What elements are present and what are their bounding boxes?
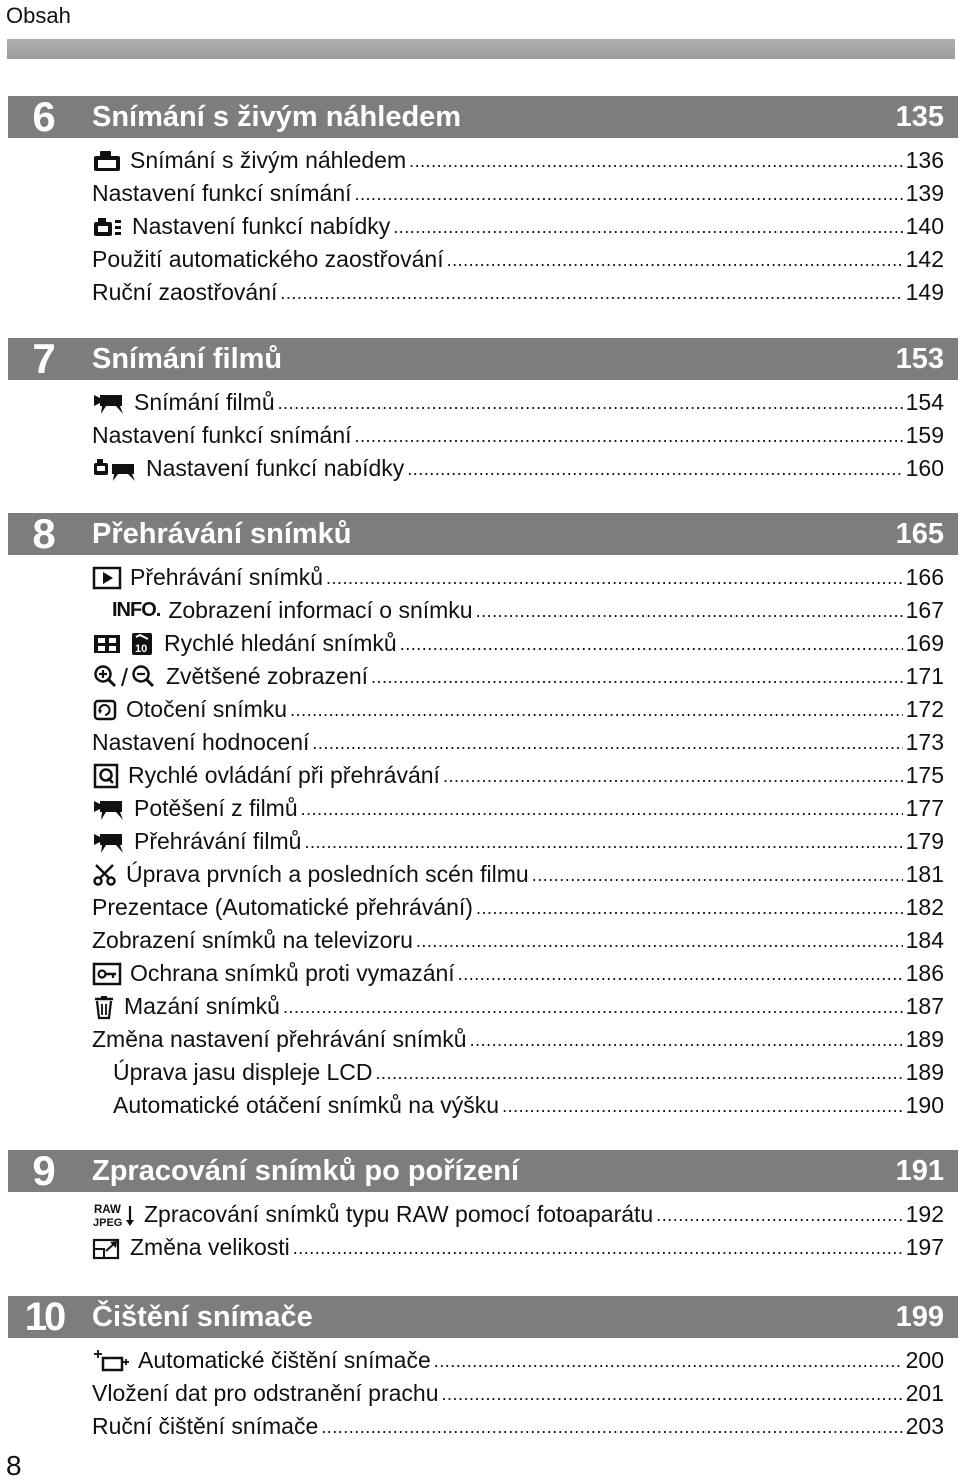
chapter-page-number: 165 — [895, 518, 944, 550]
entry-label: Ruční čištění snímače — [92, 1413, 319, 1439]
live-view-camera-icon — [92, 148, 122, 174]
svg-text:RAW: RAW — [94, 1203, 121, 1216]
entry-label: Otočení snímku — [126, 696, 288, 722]
dot-leader — [447, 247, 903, 273]
resize-icon — [92, 1235, 122, 1261]
chapter-page-number: 135 — [895, 101, 944, 133]
entry-label: Nastavení funkcí nabídky — [132, 213, 391, 239]
entry-page-number: 154 — [905, 389, 944, 415]
dot-leader — [470, 1027, 903, 1053]
dot-leader — [476, 895, 903, 921]
dot-leader — [321, 1414, 902, 1440]
entry-page-number: 177 — [905, 795, 944, 821]
dot-leader — [458, 961, 903, 987]
entry-label: Nastavení funkcí snímání — [92, 422, 352, 448]
entry-page-number: 140 — [905, 213, 944, 239]
entry-label: Přehrávání snímků — [130, 564, 324, 590]
entry-label: Mazání snímků — [124, 993, 280, 1019]
entry-page-number: 167 — [905, 597, 944, 623]
entry-label: Úprava jasu displeje LCD — [113, 1059, 373, 1085]
toc-entry[interactable] — [92, 891, 944, 924]
quick-control-icon — [92, 763, 120, 789]
dot-leader — [371, 664, 903, 690]
chapter-title: Zpracování snímků po pořízení — [92, 1155, 520, 1187]
chapter-header[interactable] — [8, 1147, 958, 1194]
dot-leader — [443, 763, 903, 789]
toc-entry[interactable] — [92, 825, 944, 858]
entry-page-number: 182 — [905, 894, 944, 920]
entry-label: Vložení dat pro odstranění prachu — [92, 1380, 439, 1406]
dot-leader — [393, 214, 902, 240]
movie-camera-icon — [92, 390, 126, 416]
entry-label: Rychlé ovládání při přehrávání — [128, 762, 440, 788]
entry-page-number: 175 — [905, 762, 944, 788]
toc-entry[interactable] — [92, 243, 944, 276]
entry-page-number: 173 — [905, 729, 944, 755]
dot-leader — [376, 1060, 903, 1086]
entry-label: Použití automatického zaostřování — [92, 246, 444, 272]
chapter-entries — [0, 144, 960, 309]
dot-leader — [290, 697, 903, 723]
chapter-number: 9 — [32, 1147, 56, 1194]
chapter-8 — [0, 510, 960, 1122]
chapter-header[interactable] — [8, 335, 958, 382]
toc-entry[interactable] — [92, 561, 944, 594]
toc-entry[interactable] — [92, 627, 944, 660]
svg-text:10: 10 — [135, 642, 148, 655]
toc-entry[interactable] — [92, 594, 944, 627]
entry-label: Ruční zaostřování — [92, 279, 278, 305]
entry-page-number: 142 — [905, 246, 944, 272]
toc-entry[interactable] — [92, 693, 944, 726]
dot-leader — [293, 1235, 903, 1261]
toc-entry[interactable] — [92, 1344, 944, 1377]
entry-page-number: 136 — [905, 147, 944, 173]
dot-leader — [442, 1381, 903, 1407]
info-icon: INFO. — [112, 599, 161, 621]
chapter-title: Čištění snímače — [92, 1301, 313, 1333]
chapter-number: 6 — [32, 93, 56, 140]
chapter-title: Snímání filmů — [92, 343, 283, 375]
toc-entry[interactable] — [92, 990, 944, 1023]
toc-entry[interactable] — [92, 924, 944, 957]
dot-leader — [355, 181, 903, 207]
toc-entry[interactable] — [92, 957, 944, 990]
entry-label: Změna nastavení přehrávání snímků — [92, 1026, 467, 1052]
chapter-page-number: 199 — [895, 1301, 944, 1333]
dot-leader — [656, 1202, 902, 1228]
chapter-number: 8 — [32, 510, 56, 557]
entry-page-number: 184 — [905, 927, 944, 953]
dot-leader — [434, 1348, 903, 1374]
play-icon — [92, 565, 122, 591]
chapter-entries — [0, 1198, 960, 1264]
entry-page-number: 190 — [905, 1092, 944, 1118]
movie-camera-icon — [92, 829, 126, 855]
section-label: Obsah — [6, 3, 71, 28]
dot-leader — [409, 148, 903, 174]
entry-label: Automatické čištění snímače — [138, 1347, 431, 1373]
chapter-6 — [0, 93, 960, 309]
toc-entry[interactable] — [92, 1198, 944, 1231]
entry-page-number: 139 — [905, 180, 944, 206]
entry-page-number: 197 — [905, 1234, 944, 1260]
dot-leader — [400, 631, 903, 657]
chapter-7 — [0, 335, 960, 485]
movie-menu-icon — [92, 456, 138, 482]
trash-icon — [92, 994, 116, 1020]
toc-subentry[interactable] — [113, 1089, 944, 1122]
entry-page-number: 171 — [905, 663, 944, 689]
toc-entry[interactable] — [92, 1410, 944, 1443]
chapter-entries — [0, 561, 960, 1122]
toc-entry[interactable] — [92, 1023, 944, 1056]
chapter-entries — [0, 386, 960, 485]
index-jump-icon — [92, 631, 156, 657]
page-number: 8 — [6, 1450, 22, 1481]
entry-page-number: 200 — [905, 1347, 944, 1373]
chapter-9 — [0, 1147, 960, 1264]
entry-page-number: 201 — [905, 1380, 944, 1406]
entry-label: Prezentace (Automatické přehrávání) — [92, 894, 473, 920]
chapter-entries — [0, 1344, 960, 1443]
dot-leader — [532, 862, 903, 888]
entry-page-number: 181 — [905, 861, 944, 887]
chapter-title: Přehrávání snímků — [92, 518, 352, 550]
entry-label: Snímání filmů — [134, 389, 275, 415]
entry-label: Nastavení hodnocení — [92, 729, 310, 755]
entry-label: Zvětšené zobrazení — [166, 663, 369, 689]
chapter-header[interactable] — [8, 510, 958, 557]
live-view-menu-icon — [92, 214, 124, 240]
dot-leader — [326, 565, 903, 591]
toc-entry[interactable] — [92, 210, 944, 243]
entry-label: Zobrazení informací o snímku — [168, 597, 473, 623]
toc-subentry[interactable] — [113, 1056, 944, 1089]
entry-page-number: 160 — [905, 455, 944, 481]
movie-camera-icon — [92, 796, 126, 822]
dot-leader — [355, 423, 903, 449]
dot-leader — [312, 730, 902, 756]
toc-entry[interactable] — [92, 759, 944, 792]
entry-page-number: 159 — [905, 422, 944, 448]
toc-entry[interactable] — [92, 726, 944, 759]
toc-entry[interactable] — [92, 177, 944, 210]
dot-leader — [280, 280, 902, 306]
svg-text:JPEG: JPEG — [93, 1216, 123, 1229]
chapter-number: 7 — [32, 335, 56, 382]
rotate-icon — [92, 697, 118, 723]
chapter-10 — [0, 1296, 960, 1443]
entry-label: Nastavení funkcí nabídky — [146, 455, 405, 481]
toc-entry[interactable] — [92, 419, 944, 452]
chapter-page-number: 191 — [895, 1155, 944, 1187]
toc-entry[interactable] — [92, 144, 944, 177]
protect-key-icon — [92, 961, 122, 987]
chapter-page-number: 153 — [895, 343, 944, 375]
entry-page-number: 166 — [905, 564, 944, 590]
raw-jpeg-icon — [92, 1202, 136, 1228]
entry-page-number: 189 — [905, 1059, 944, 1085]
entry-label: Nastavení funkcí snímání — [92, 180, 352, 206]
dot-leader — [416, 928, 903, 954]
entry-label: Úprava prvních a posledních scén filmu — [126, 861, 529, 887]
toc-entry[interactable] — [92, 858, 944, 891]
entry-label: Snímání s živým náhledem — [130, 147, 407, 173]
toc-entry[interactable] — [92, 276, 944, 309]
entry-page-number: 187 — [905, 993, 944, 1019]
dot-leader — [283, 994, 903, 1020]
chapter-number: 10 — [24, 1295, 64, 1339]
entry-label: Zpracování snímků typu RAW pomocí fotoaparátu — [144, 1201, 654, 1227]
entry-page-number: 179 — [905, 828, 944, 854]
entry-page-number: 186 — [905, 960, 944, 986]
scissors-icon — [92, 862, 118, 888]
sensor-clean-icon — [92, 1348, 130, 1374]
entry-label: Přehrávání filmů — [134, 828, 302, 854]
chapter-header[interactable] — [8, 93, 958, 140]
chapter-header[interactable] — [8, 1296, 958, 1338]
entry-label: Ochrana snímků proti vymazání — [130, 960, 455, 986]
header-bar — [7, 39, 955, 59]
entry-page-number: 203 — [905, 1413, 944, 1439]
entry-page-number: 172 — [905, 696, 944, 722]
entry-page-number: 149 — [905, 279, 944, 305]
toc-entry[interactable] — [92, 386, 944, 419]
entry-label: Změna velikosti — [130, 1234, 290, 1260]
dot-leader — [407, 456, 902, 482]
dot-leader — [301, 796, 903, 822]
magnify-reduce-icon — [92, 664, 158, 690]
dot-leader — [476, 598, 903, 624]
toc-entry[interactable] — [92, 1231, 944, 1264]
toc-entry[interactable] — [92, 660, 944, 693]
dot-leader — [502, 1093, 903, 1119]
entry-label: Potěšení z filmů — [134, 795, 298, 821]
entry-label: Rychlé hledání snímků — [164, 630, 397, 656]
chapter-title: Snímání s živým náhledem — [92, 101, 462, 133]
entry-page-number: 192 — [905, 1201, 944, 1227]
entry-label: Zobrazení snímků na televizoru — [92, 927, 413, 953]
dot-leader — [278, 390, 903, 416]
dot-leader — [304, 829, 902, 855]
toc-entry[interactable] — [92, 1377, 944, 1410]
toc-entry[interactable] — [92, 452, 944, 485]
entry-page-number: 189 — [905, 1026, 944, 1052]
entry-page-number: 169 — [905, 630, 944, 656]
entry-label: Automatické otáčení snímků na výšku — [113, 1092, 500, 1118]
toc-entry[interactable] — [92, 792, 944, 825]
